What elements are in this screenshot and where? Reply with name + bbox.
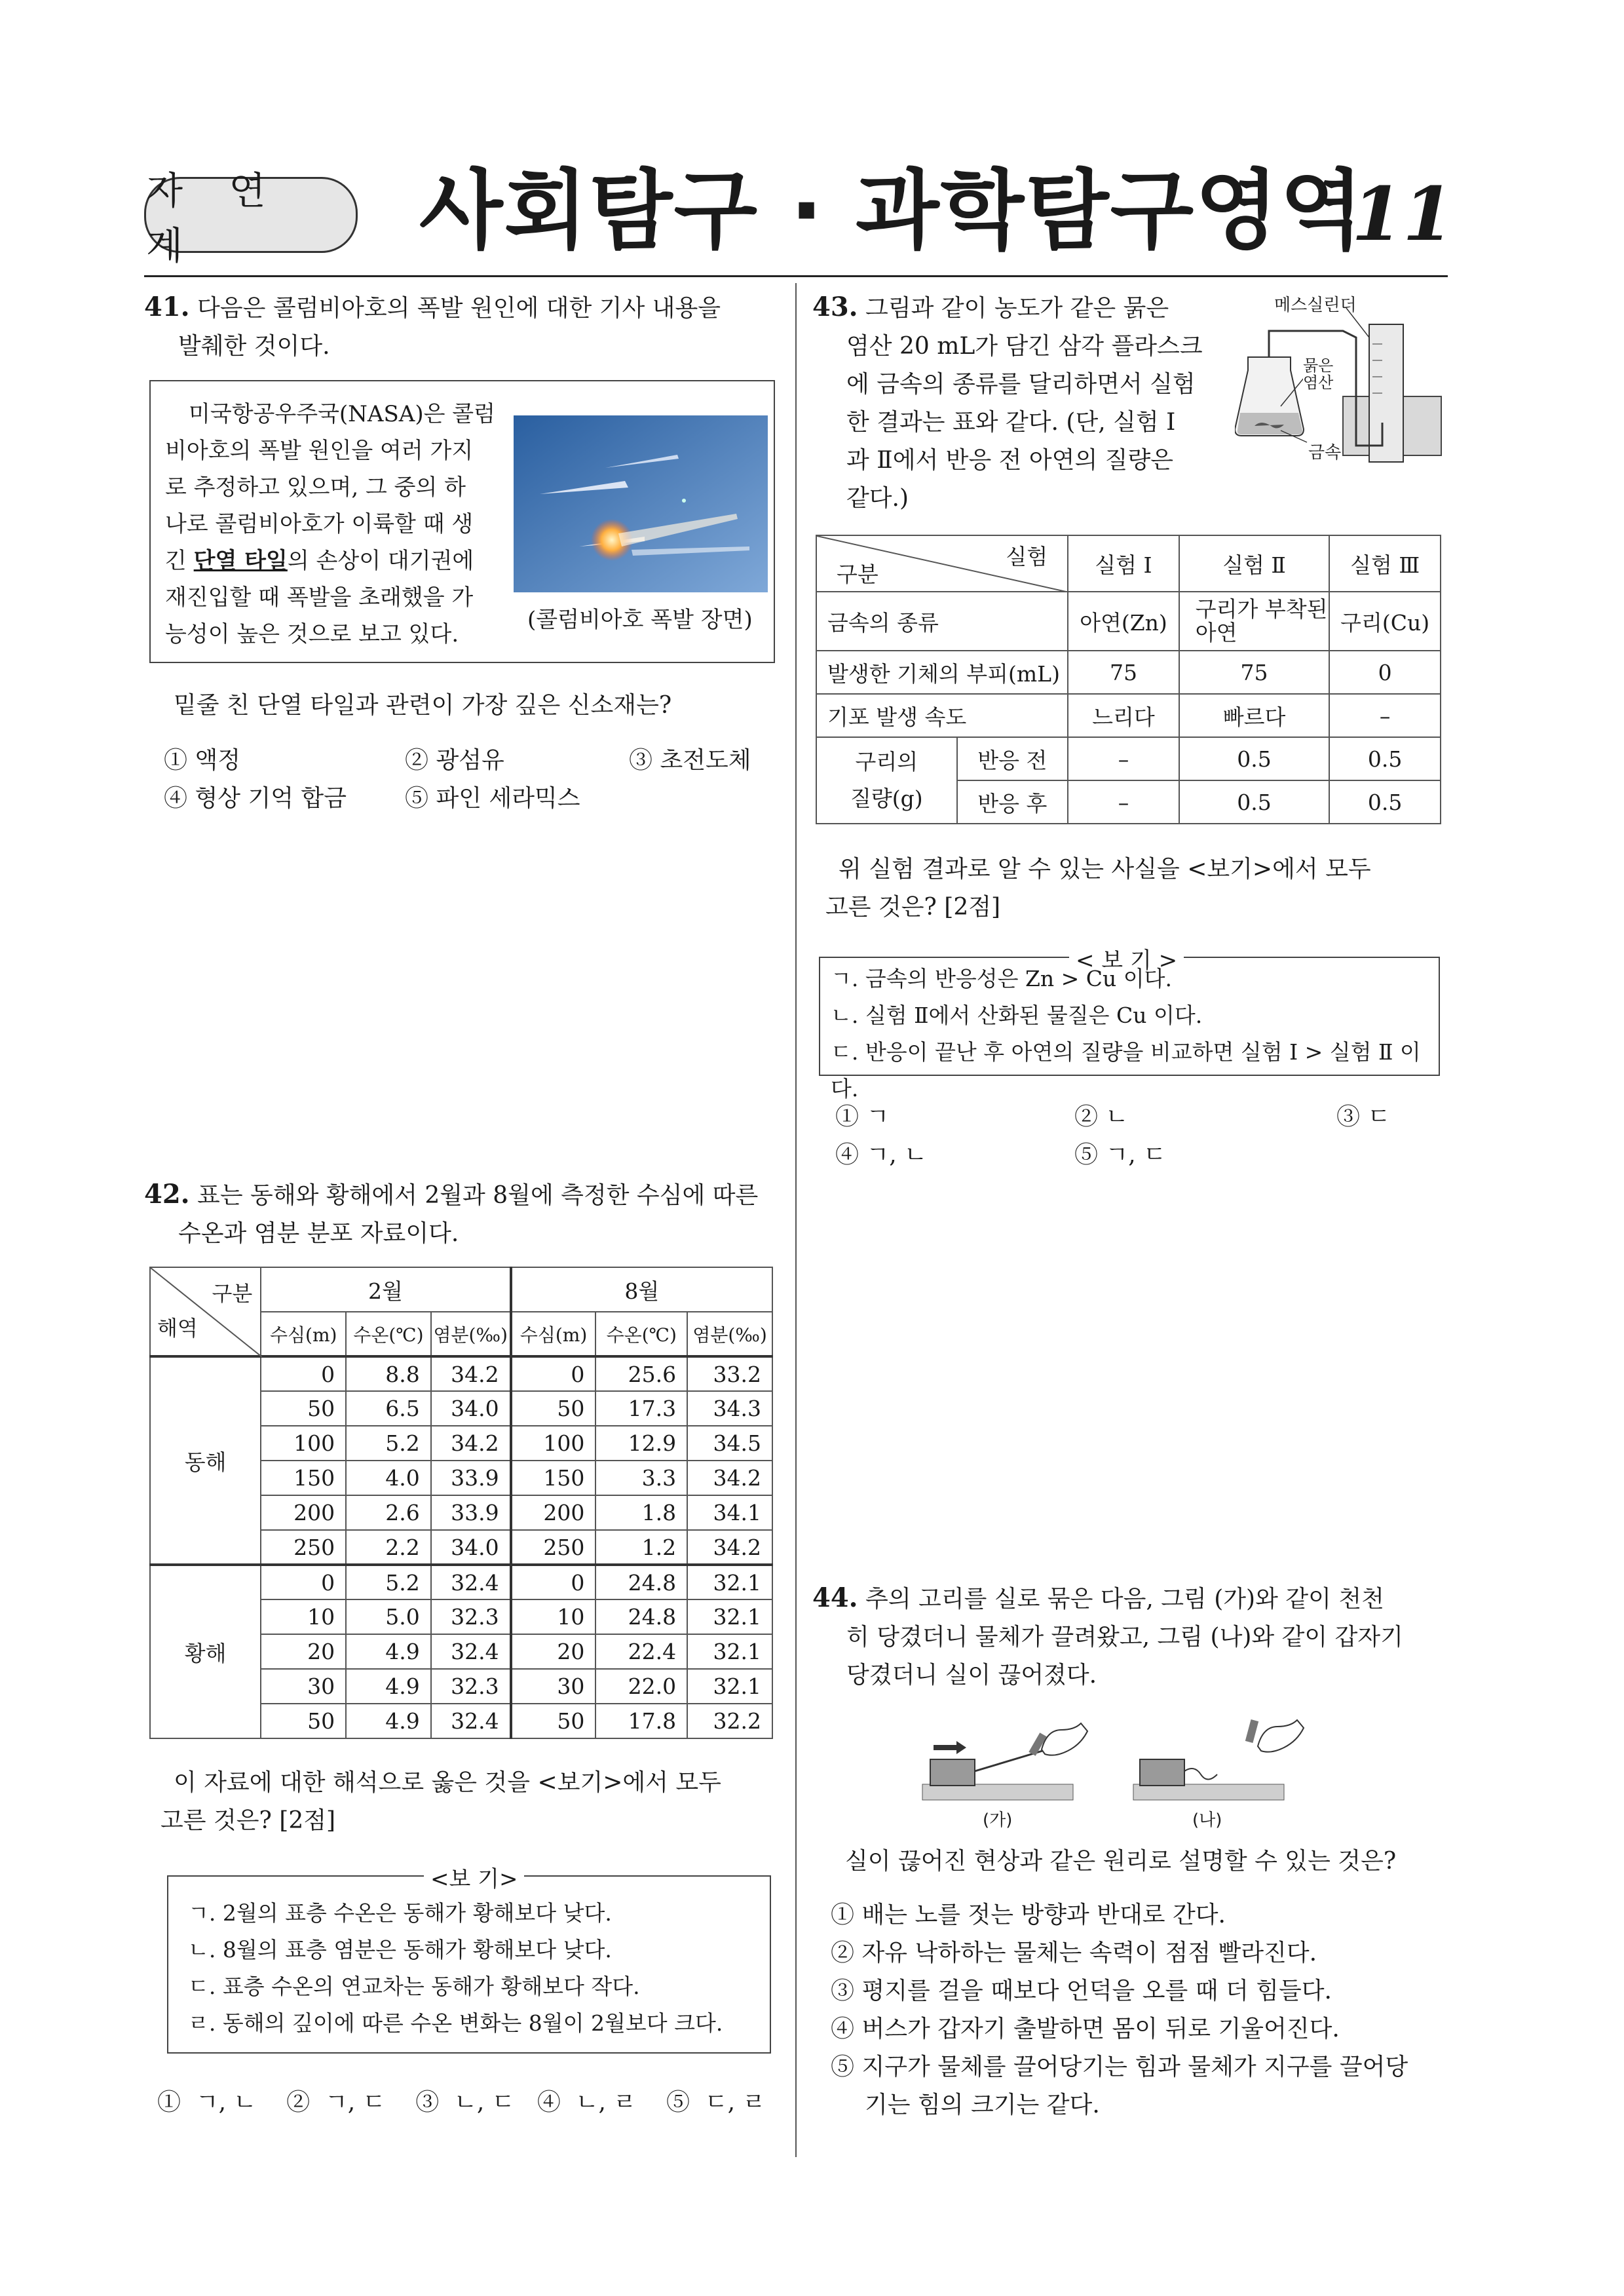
table-cell: 32.3 bbox=[431, 1599, 511, 1634]
row-label: 반응 전 bbox=[957, 737, 1068, 780]
bogi-item: ㄷ. 표층 수온의 연교차는 동해가 황해보다 작다. bbox=[188, 1974, 640, 1999]
acid-label-line: 염산 bbox=[1303, 373, 1334, 392]
yellow-sea-rows bbox=[150, 1565, 772, 1738]
table-cell: 34.0 bbox=[431, 1530, 511, 1565]
option-1[interactable]: ① ㄱ bbox=[835, 1103, 890, 1130]
table-cell: 0.5 bbox=[1329, 780, 1441, 824]
table-cell: 25.6 bbox=[595, 1356, 687, 1391]
article-line: 로 추정하고 있으며, 그 중의 하 bbox=[165, 474, 466, 501]
table-cell bbox=[1179, 592, 1329, 651]
column-header: 염분(‰) bbox=[687, 1312, 772, 1356]
article-text bbox=[165, 396, 506, 653]
row-label: 발생한 기체의 부피(mL) bbox=[816, 651, 1068, 694]
option-5-continued: 기는 힘의 크기는 같다. bbox=[865, 2092, 1100, 2118]
column-header: 수온(℃) bbox=[595, 1312, 687, 1356]
table-cell: 2.2 bbox=[346, 1530, 431, 1565]
stem-line: 과 Ⅱ에서 반응 전 아연의 질량은 bbox=[846, 447, 1173, 474]
option-4[interactable]: ④ 형상 기억 합금 bbox=[164, 785, 347, 812]
question-43 bbox=[812, 288, 1232, 518]
table-cell: 5.0 bbox=[346, 1599, 431, 1634]
option-5[interactable] bbox=[831, 2048, 1408, 2124]
table-cell: 4.0 bbox=[346, 1461, 431, 1495]
table-cell: 34.1 bbox=[687, 1495, 772, 1530]
flask-and-cylinder-drawing bbox=[1235, 292, 1448, 469]
table-cell: 1.8 bbox=[595, 1495, 687, 1530]
bogi-item: ㄹ. 동해의 깊이에 따른 수온 변화는 8월이 2월보다 크다. bbox=[188, 2010, 723, 2036]
table-cell: 느리다 bbox=[1068, 694, 1179, 737]
option-5[interactable]: ⑤ ㄱ, ㄷ bbox=[1074, 1141, 1166, 1168]
article-line-end: 의 손상이 대기권에 bbox=[287, 548, 474, 574]
table-cell: 32.1 bbox=[687, 1599, 772, 1634]
table-cell: 34.2 bbox=[687, 1530, 772, 1565]
question-line: 고른 것은? [2점] bbox=[161, 1807, 336, 1834]
article-line: 비아호의 폭발 원인을 여러 가지 bbox=[165, 438, 474, 464]
bogi-list bbox=[831, 961, 1439, 1107]
question-number: 42. bbox=[144, 1179, 190, 1210]
row-label bbox=[816, 737, 957, 824]
stem-line: 표는 동해와 황해에서 2월과 8월에 측정한 수심에 따른 bbox=[197, 1182, 759, 1209]
column-header: 실험 Ⅲ bbox=[1329, 535, 1441, 592]
table-cell: 0.5 bbox=[1329, 737, 1441, 780]
option-2[interactable]: ② 광섬유 bbox=[405, 747, 504, 774]
question-line: 이 자료에 대한 해석으로 옳은 것을 <보기>에서 모두 bbox=[174, 1769, 721, 1796]
question-41 bbox=[144, 288, 783, 366]
bogi-title: <보 기> bbox=[424, 1861, 524, 1893]
row-label: 기포 발생 속도 bbox=[816, 694, 1068, 737]
article-line bbox=[165, 543, 506, 579]
table-cell: 32.4 bbox=[431, 1565, 511, 1599]
table-cell: 50 bbox=[261, 1391, 346, 1426]
option-2[interactable]: ② 자유 낙하하는 물체는 속력이 점점 빨라진다. bbox=[831, 1940, 1317, 1966]
region-label: 황해 bbox=[150, 1565, 261, 1738]
acid-label-line: 묽은 bbox=[1303, 356, 1334, 375]
header-rule bbox=[144, 275, 1448, 277]
table-cell: 24.8 bbox=[595, 1565, 687, 1599]
table-cell: 22.0 bbox=[595, 1669, 687, 1704]
bogi-title: < 보 기 > bbox=[1069, 942, 1184, 974]
east-sea-rows bbox=[150, 1356, 772, 1565]
question-line: 위 실험 결과로 알 수 있는 사실을 <보기>에서 모두 bbox=[839, 856, 1371, 883]
bogi-list bbox=[188, 1895, 723, 2042]
metal-label: 금속 bbox=[1308, 443, 1342, 463]
option-3[interactable]: ③ ㄷ bbox=[1336, 1103, 1391, 1130]
table-cell: 33.9 bbox=[431, 1461, 511, 1495]
bogi-box bbox=[167, 1866, 771, 2054]
bogi-item: ㄴ. 8월의 표층 염분은 동해가 황해보다 낮다. bbox=[188, 1937, 612, 1962]
table-cell: 2.6 bbox=[346, 1495, 431, 1530]
table-cell: 0 bbox=[261, 1565, 346, 1599]
q43-question bbox=[825, 851, 1448, 927]
table-cell: 32.4 bbox=[431, 1634, 511, 1669]
string-figure bbox=[917, 1713, 1343, 1831]
page-number: 11 bbox=[1351, 172, 1454, 258]
column-divider bbox=[795, 283, 797, 2157]
table-cell: 20 bbox=[511, 1634, 596, 1669]
table-cell: 34.5 bbox=[687, 1426, 772, 1461]
table-cell: 24.8 bbox=[595, 1599, 687, 1634]
question-number: 43. bbox=[812, 292, 858, 322]
article-line: 재진입할 때 폭발을 초래했을 가 bbox=[165, 584, 474, 611]
option-4[interactable]: ④ 버스가 갑자기 출발하면 몸이 뒤로 기울어진다. bbox=[831, 2016, 1340, 2042]
sea-data-table bbox=[149, 1267, 773, 1739]
q41-question: 밑줄 친 단열 타일과 관련이 가장 깊은 신소재는? bbox=[174, 692, 672, 719]
option-4[interactable]: ④ ㄱ, ㄴ bbox=[835, 1141, 927, 1168]
stem-line: 수온과 염분 분포 자료이다. bbox=[178, 1220, 459, 1247]
table-cell: 20 bbox=[261, 1634, 346, 1669]
stem-line: 에 금속의 종류를 달리하면서 실험 bbox=[846, 371, 1196, 398]
table-cell: 50 bbox=[511, 1391, 596, 1426]
acid-label bbox=[1303, 357, 1333, 391]
table-cell: 0.5 bbox=[1179, 780, 1329, 824]
stem-line: 한 결과는 표와 같다. (단, 실험 Ⅰ bbox=[846, 409, 1176, 436]
cylinder-label: 메스실린더 bbox=[1274, 296, 1357, 315]
table-cell: 250 bbox=[261, 1530, 346, 1565]
stem-line: 당겼더니 실이 끊어졌다. bbox=[846, 1662, 1097, 1689]
corner-bottom-label: 구분 bbox=[837, 562, 878, 587]
columbia-explosion-photo bbox=[514, 415, 768, 592]
table-corner bbox=[150, 1267, 261, 1356]
article-line: 능성이 높은 것으로 보고 있다. bbox=[165, 621, 459, 647]
table-cell: 12.9 bbox=[595, 1426, 687, 1461]
row-label-line: 질량(g) bbox=[850, 786, 923, 811]
stem-line: 다음은 콜럼비아호의 폭발 원인에 대한 기사 내용을 bbox=[197, 295, 721, 322]
table-cell: 아연(Zn) bbox=[1068, 592, 1179, 651]
corner-top-label: 구분 bbox=[212, 1281, 253, 1306]
stem-line: 그림과 같이 농도가 같은 묽은 bbox=[865, 295, 1169, 322]
table-cell: 32.1 bbox=[687, 1565, 772, 1599]
table-cell: 150 bbox=[511, 1461, 596, 1495]
stem-line: 히 당겼더니 물체가 끌려왔고, 그림 (나)와 같이 갑자기 bbox=[846, 1624, 1403, 1651]
page-title: 사회탐구 · 과학탐구영역 bbox=[419, 161, 1365, 261]
option-5[interactable]: ⑤ 파인 세라믹스 bbox=[405, 785, 580, 812]
table-cell: 22.4 bbox=[595, 1634, 687, 1669]
table-cell: 17.8 bbox=[595, 1704, 687, 1738]
bogi-item: ㄴ. 실험 Ⅱ에서 산화된 물질은 Cu 이다. bbox=[831, 1003, 1203, 1028]
stem-line: 같다.) bbox=[846, 485, 909, 512]
table-cell: 10 bbox=[261, 1599, 346, 1634]
table-cell: 50 bbox=[261, 1704, 346, 1738]
month-header: 8월 bbox=[511, 1267, 772, 1312]
question-line: 고른 것은? [2점] bbox=[825, 894, 1001, 921]
table-cell: 구리(Cu) bbox=[1329, 592, 1441, 651]
category-badge bbox=[144, 168, 358, 268]
table-cell: 30 bbox=[511, 1669, 596, 1704]
option-1[interactable]: ① 배는 노를 젓는 방향과 반대로 간다. bbox=[831, 1902, 1226, 1928]
table-cell: 50 bbox=[511, 1704, 596, 1738]
bogi-item: ㄱ. 금속의 반응성은 Zn > Cu 이다. bbox=[831, 966, 1173, 991]
underlined-term: 단열 타일 bbox=[193, 548, 288, 574]
q44-options bbox=[831, 1896, 1408, 2124]
table-cell: 0 bbox=[261, 1356, 346, 1391]
question-42 bbox=[144, 1176, 783, 1253]
photo-caption: (콜럼비아호 폭발 장면) bbox=[527, 607, 753, 633]
experiment-table bbox=[816, 535, 1441, 824]
string-pull-drawing bbox=[917, 1713, 1343, 1812]
stem-line: 추의 고리를 실로 묶은 다음, 그림 (가)와 같이 천천 bbox=[865, 1586, 1384, 1613]
table-cell: 빠르다 bbox=[1179, 694, 1329, 737]
table-cell: 33.2 bbox=[687, 1356, 772, 1391]
cell-line: 구리가 부착된 bbox=[1195, 596, 1328, 622]
apparatus-figure bbox=[1235, 292, 1448, 469]
article-line: 미국항공우주국(NASA)은 콜럼 bbox=[189, 401, 495, 427]
question-number: 44. bbox=[812, 1582, 858, 1613]
bogi-box bbox=[819, 947, 1440, 1101]
table-cell: 6.5 bbox=[346, 1391, 431, 1426]
table-cell: 32.1 bbox=[687, 1669, 772, 1704]
table-cell: 75 bbox=[1068, 651, 1179, 694]
row-label-line: 구리의 bbox=[855, 749, 918, 775]
column-header: 수심(m) bbox=[261, 1312, 346, 1356]
table-cell: 100 bbox=[261, 1426, 346, 1461]
table-cell: 17.3 bbox=[595, 1391, 687, 1426]
table-cell: 32.4 bbox=[431, 1704, 511, 1738]
table-cell: 8.8 bbox=[346, 1356, 431, 1391]
category-label: 자 연 계 bbox=[146, 168, 283, 268]
table-cell: 32.1 bbox=[687, 1634, 772, 1669]
bogi-item: ㄱ. 2월의 표층 수온은 동해가 황해보다 낮다. bbox=[188, 1900, 612, 1926]
table-cell: – bbox=[1068, 780, 1179, 824]
table-cell: 4.9 bbox=[346, 1704, 431, 1738]
option-5-text: ⑤ 지구가 물체를 끌어당기는 힘과 물체가 지구를 끌어당 bbox=[831, 2054, 1408, 2080]
option-1[interactable]: ① 액정 bbox=[164, 747, 240, 774]
month-header: 2월 bbox=[261, 1267, 510, 1312]
q42-question bbox=[161, 1764, 783, 1840]
column-header: 수온(℃) bbox=[346, 1312, 431, 1356]
table-cell: 250 bbox=[511, 1530, 596, 1565]
stem-line: 발췌한 것이다. bbox=[178, 333, 330, 360]
corner-bottom-label: 해역 bbox=[157, 1316, 198, 1341]
option-3[interactable]: ③ 초전도체 bbox=[629, 747, 751, 774]
row-label: 반응 후 bbox=[957, 780, 1068, 824]
corner-top-label: 실험 bbox=[1006, 544, 1048, 569]
table-cell: 1.2 bbox=[595, 1530, 687, 1565]
article-line: 나로 콜럼비아호가 이륙할 때 생 bbox=[165, 511, 474, 537]
table-cell: 200 bbox=[511, 1495, 596, 1530]
table-cell: 34.3 bbox=[687, 1391, 772, 1426]
table-cell: 200 bbox=[261, 1495, 346, 1530]
table-cell: 100 bbox=[511, 1426, 596, 1461]
table-cell: 5.2 bbox=[346, 1565, 431, 1599]
table-corner bbox=[816, 535, 1068, 592]
table-cell: 34.2 bbox=[687, 1461, 772, 1495]
table-cell: 0.5 bbox=[1179, 737, 1329, 780]
article-box bbox=[149, 380, 775, 663]
question-number: 41. bbox=[144, 292, 190, 322]
answer-options[interactable]: ① ㄱ, ㄴ ② ㄱ, ㄷ ③ ㄴ, ㄷ ④ ㄴ, ㄹ ⑤ ㄷ, ㄹ bbox=[157, 2089, 766, 2116]
table-cell: 33.9 bbox=[431, 1495, 511, 1530]
row-label: 금속의 종류 bbox=[816, 592, 1068, 651]
table-cell: 32.2 bbox=[687, 1704, 772, 1738]
table-cell: 34.0 bbox=[431, 1391, 511, 1426]
table-cell: 5.2 bbox=[346, 1426, 431, 1461]
bogi-item: ㄷ. 반응이 끝난 후 아연의 질량을 비교하면 실험 Ⅰ > 실험 Ⅱ 이다. bbox=[831, 1039, 1421, 1101]
region-label: 동해 bbox=[150, 1356, 261, 1565]
table-cell: 75 bbox=[1179, 651, 1329, 694]
table-cell: 32.3 bbox=[431, 1669, 511, 1704]
question-44 bbox=[812, 1579, 1451, 1694]
table-cell: 0 bbox=[511, 1356, 596, 1391]
option-2[interactable]: ② ㄴ bbox=[1074, 1103, 1129, 1130]
table-cell: 0 bbox=[511, 1565, 596, 1599]
table-cell: 3.3 bbox=[595, 1461, 687, 1495]
table-cell: 34.2 bbox=[431, 1356, 511, 1391]
stem-line: 염산 20 mL가 담긴 삼각 플라스크 bbox=[846, 333, 1203, 360]
table-cell: 34.2 bbox=[431, 1426, 511, 1461]
table-cell: 150 bbox=[261, 1461, 346, 1495]
table-cell: 10 bbox=[511, 1599, 596, 1634]
column-header: 실험 Ⅱ bbox=[1179, 535, 1329, 592]
column-header: 수심(m) bbox=[511, 1312, 596, 1356]
q44-question: 실이 끊어진 현상과 같은 원리로 설명할 수 있는 것은? bbox=[845, 1848, 1397, 1875]
article-line-start: 긴 bbox=[165, 548, 194, 574]
table-cell: – bbox=[1329, 694, 1441, 737]
table-cell: 4.9 bbox=[346, 1669, 431, 1704]
option-3[interactable]: ③ 평지를 걸을 때보다 언덕을 오를 때 더 힘들다. bbox=[831, 1978, 1332, 2004]
cell-line: 아연 bbox=[1195, 620, 1237, 645]
table-cell: – bbox=[1068, 737, 1179, 780]
figure-label-b: (나) bbox=[1192, 1810, 1222, 1830]
table-cell: 0 bbox=[1329, 651, 1441, 694]
column-header: 염분(‰) bbox=[431, 1312, 511, 1356]
table-cell: 4.9 bbox=[346, 1634, 431, 1669]
figure-label-a: (가) bbox=[983, 1810, 1013, 1830]
column-header: 실험 Ⅰ bbox=[1068, 535, 1179, 592]
table-cell: 30 bbox=[261, 1669, 346, 1704]
